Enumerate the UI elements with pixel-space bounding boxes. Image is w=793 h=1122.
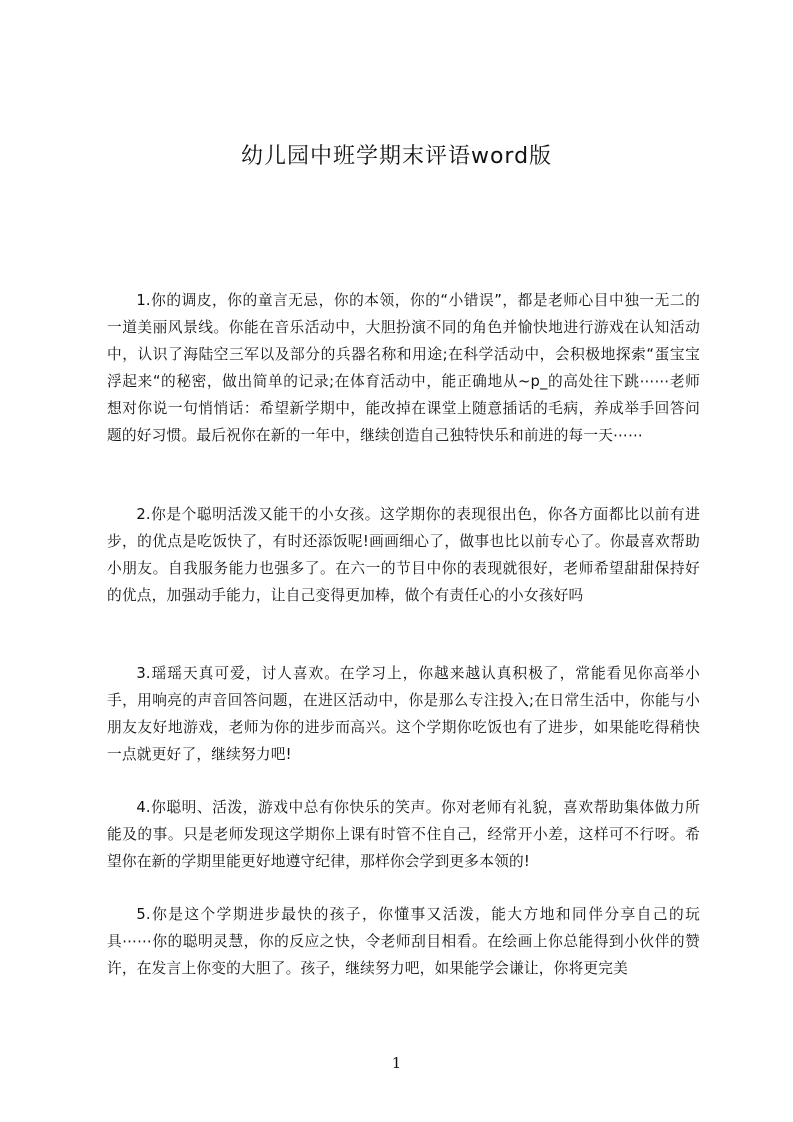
- comment-paragraph-2: 2.你是个聪明活泼又能干的小女孩。这学期你的表现很出色，你各方面都比以前有进步，的优点是吃饭快了，有时还添饭呢!画画细心了，做事也比以前专心了。你最喜欢帮助小朋友。自我服务能力也强多了。在六一的节目中你的表现就很好，老师希望甜甜保持好的优点，加强动手能力，让自己变得更加棒，做个有责任心的小女孩好吗: [107, 506, 700, 604]
- comment-paragraph-3: 3.瑶瑶天真可爱，讨人喜欢。在学习上，你越来越认真积极了，常能看见你高举小手，用响亮的声音回答问题，在进区活动中，你是那么专注投入;在日常生活中，你能与小朋友友好地游戏，老师为你的进步而高兴。这个学期你吃饭也有了进步，如果能吃得稍快一点就更好了，继续努力吧!: [107, 665, 700, 763]
- comment-paragraph-1: 1.你的调皮，你的童言无忌，你的本领，你的“小错误”，都是老师心目中独一无二的一道美丽风景线。你能在音乐活动中，大胆扮演不同的角色并愉快地进行游戏在认知活动中，认识了海陆空三军以及部分的兵器名称和用途;在科学活动中，会积极地探索“蛋宝宝浮起来“的秘密，做出简单的记录;在体育活动中，能正确地从~p_的高处往下跳⋯⋯老师想对你说一句悄悄话：希望新学期中，能改掉在课堂上随意插话的毛病，养成举手回答问题的好习惯。最后祝你在新的一年中，继续创造自己独特快乐和前进的每一天⋯⋯: [107, 292, 700, 444]
- comment-paragraph-5: 5.你是这个学期进步最快的孩子，你懂事又活泼，能大方地和同伴分享自己的玩具⋯⋯你的聪明灵慧，你的反应之快，令老师刮目相看。在绘画上你总能得到小伙伴的赞许，在发言上你变的大胆了。孩子，继续努力吧，如果能学会谦让，你将更完美: [107, 906, 700, 977]
- document-title: 幼儿园中班学期末评语word版: [240, 144, 553, 169]
- page-number: 1: [391, 1054, 402, 1072]
- comment-paragraph-4: 4.你聪明、活泼，游戏中总有你快乐的笑声。你对老师有礼貌，喜欢帮助集体做力所能及的事。只是老师发现这学期你上课有时管不住自己，经常开小差，这样可不行呀。希望你在新的学期里能更好地遵守纪律，那样你会学到更多本领的!: [107, 799, 700, 870]
